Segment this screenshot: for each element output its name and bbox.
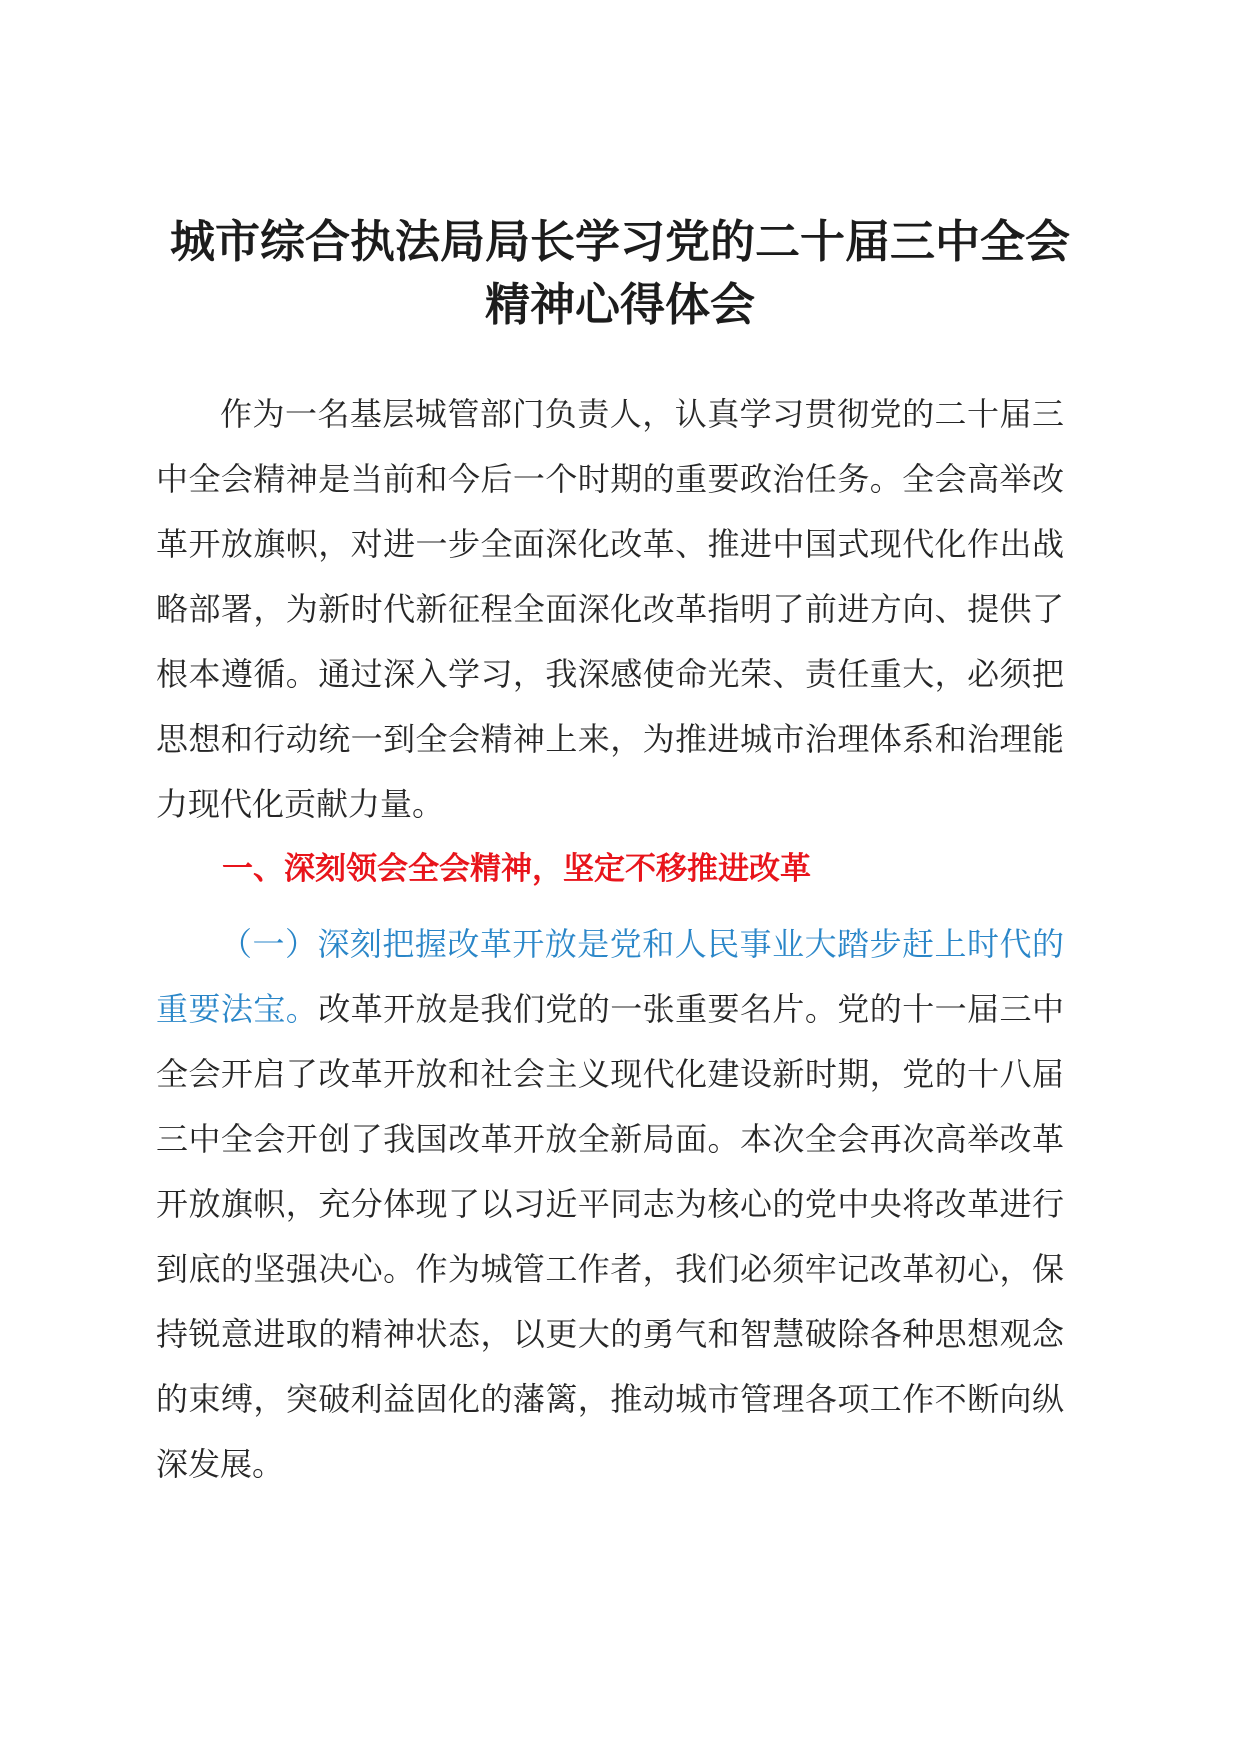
section-1-body-text: 改革开放是我们党的一张重要名片。党的十一届三中全会开启了改革开放和社会主义现代化建设新时期，党的十八届三中全会开创了我国改革开放全新局面。本次全会再次高举改革开放旗帜，充分体现了以习近平同志为核心的党中央将改革进行到底的坚强决心。作为城管工作者，我们必须牢记改革初心，保持锐意进取的精神状态，以更大的勇气和智慧破除各种思想观念的束缚，突破利益固化的藩篱，推动城市管理各项工作不断向纵深发展。 xyxy=(156,990,1064,1483)
document-title xyxy=(140,210,1100,336)
subheading-1: （一）深刻把握改革开放是党和人民事业大踏步赶上时代的重要法宝。 xyxy=(156,925,1064,1028)
section-heading-1: 一、深刻领会全会精神，坚定不移推进改革 xyxy=(222,851,811,887)
title-line-1: 城市综合执法局局长学习党的二十届三中全会 xyxy=(169,215,1070,268)
intro-paragraph: 作为一名基层城管部门负责人，认真学习贯彻党的二十届三中全会精神是当前和今后一个时期的重要政治任务。全会高举改革开放旗帜，对进一步全面深化改革、推进中国式现代化作出战略部署，为新时代新征程全面深化改革指明了前进方向、提供了根本遵循。通过深入学习，我深感使命光荣、责任重大，必须把思想和行动统一到全会精神上来，为推进城市治理体系和治理能力现代化贡献力量。 xyxy=(156,395,1064,823)
title-line-2: 精神心得体会 xyxy=(484,278,755,331)
section-1-paragraph xyxy=(156,912,1064,1497)
